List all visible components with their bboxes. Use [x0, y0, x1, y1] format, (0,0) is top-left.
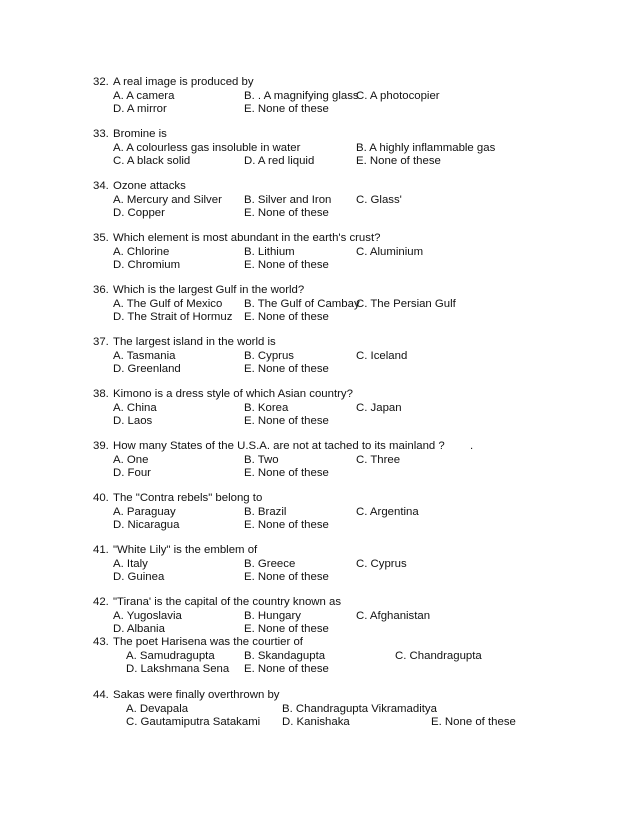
option-a: A. Mercury and Silver: [113, 194, 222, 206]
stray-period: .: [470, 440, 474, 452]
question-number: 37.: [93, 336, 109, 348]
option-d: D. Albania: [113, 623, 165, 635]
option-b: B. Two: [244, 454, 279, 466]
option-b: B. The Gulf of Cambay: [244, 298, 360, 310]
option-a: A. A colourless gas insoluble in water: [113, 142, 301, 154]
option-c: C. Gautamiputra Satakami: [126, 716, 261, 728]
option-e: E. None of these: [244, 415, 329, 427]
option-e: E. None of these: [244, 467, 329, 479]
option-e: E. None of these: [356, 155, 441, 167]
option-b: B. Brazil: [244, 506, 287, 518]
option-a: A. A camera: [113, 90, 175, 102]
question-stem: Which is the largest Gulf in the world?: [113, 284, 305, 296]
question-number: 41.: [93, 544, 109, 556]
option-b: B. Cyprus: [244, 350, 295, 362]
question-stem: How many States of the U.S.A. are not at tached to its mainland ?: [113, 440, 445, 452]
option-c: C. Aluminium: [356, 246, 424, 258]
option-b: B. Silver and Iron: [244, 194, 332, 206]
option-c: C. The Persian Gulf: [356, 298, 456, 310]
question-number: 35.: [93, 232, 109, 244]
question-number: 39.: [93, 440, 109, 452]
option-a: A. Devapala: [126, 703, 189, 715]
option-c: C. A photocopier: [356, 90, 440, 102]
option-c: C. Argentina: [356, 506, 419, 518]
option-b: B. Lithium: [244, 246, 295, 258]
option-d: D. Guinea: [113, 571, 165, 583]
option-d: D. A red liquid: [244, 155, 315, 167]
option-e: E. None of these: [244, 623, 329, 635]
question-number: 44.: [93, 689, 109, 701]
option-c: C. Japan: [356, 402, 402, 414]
option-a: A. Italy: [113, 558, 148, 570]
option-a: A. The Gulf of Mexico: [113, 298, 223, 310]
option-d: D. Chromium: [113, 259, 181, 271]
option-b: B. Korea: [244, 402, 289, 414]
option-d: D. Kanishaka: [282, 716, 350, 728]
question-stem: Ozone attacks: [113, 180, 186, 192]
question-stem: Sakas were finally overthrown by: [113, 689, 280, 701]
option-d: D. Lakshmana Sena: [126, 663, 230, 675]
option-e: E. None of these: [244, 571, 329, 583]
option-c: C. Glass': [356, 194, 402, 206]
option-b: B. A highly inflammable gas: [356, 142, 496, 154]
option-a: A. Yugoslavia: [113, 610, 182, 622]
question-number: 43.: [93, 636, 109, 648]
option-d: D. Four: [113, 467, 151, 479]
question-stem: The largest island in the world is: [113, 336, 276, 348]
option-e: E. None of these: [244, 259, 329, 271]
option-a: A. Paraguay: [113, 506, 176, 518]
option-b: B. Hungary: [244, 610, 301, 622]
option-c: C. Chandragupta: [395, 650, 482, 662]
question-stem: "White Lily" is the emblem of: [113, 544, 258, 556]
question-number: 32.: [93, 76, 109, 88]
question-number: 36.: [93, 284, 109, 296]
question-stem: Bromine is: [113, 128, 167, 140]
option-c: C. Afghanistan: [356, 610, 431, 622]
option-b: B. . A magnifying glass: [244, 90, 359, 102]
option-d: D. A mirror: [113, 103, 167, 115]
question-stem: The "Contra rebels" belong to: [113, 492, 263, 504]
option-e: E. None of these: [244, 207, 329, 219]
question-number: 34.: [93, 180, 109, 192]
option-b: B. Greece: [244, 558, 296, 570]
question-number: 38.: [93, 388, 109, 400]
option-b: B. Chandragupta Vikramaditya: [282, 703, 437, 715]
question-number: 40.: [93, 492, 109, 504]
option-d: D. Copper: [113, 207, 165, 219]
option-e: E. None of these: [431, 716, 516, 728]
option-e: E. None of these: [244, 519, 329, 531]
option-d: D. The Strait of Hormuz: [113, 311, 233, 323]
option-e: E. None of these: [244, 663, 329, 675]
option-b: B. Skandagupta: [244, 650, 326, 662]
option-e: E. None of these: [244, 363, 329, 375]
option-a: A. One: [113, 454, 149, 466]
question-stem: A real image is produced by: [113, 76, 254, 88]
option-c: C. Cyprus: [356, 558, 407, 570]
option-a: A. Samudragupta: [126, 650, 215, 662]
question-number: 42.: [93, 596, 109, 608]
question-stem: "Tirana' is the capital of the country known as: [113, 596, 342, 608]
question-stem: Which element is most abundant in the earth's crust?: [113, 232, 381, 244]
option-c: C. Iceland: [356, 350, 408, 362]
question-stem: Kimono is a dress style of which Asian country?: [113, 388, 353, 400]
option-a: A. Chlorine: [113, 246, 170, 258]
option-d: D. Greenland: [113, 363, 181, 375]
option-d: D. Laos: [113, 415, 153, 427]
option-e: E. None of these: [244, 311, 329, 323]
option-a: A. China: [113, 402, 157, 414]
question-number: 33.: [93, 128, 109, 140]
option-d: D. Nicaragua: [113, 519, 180, 531]
option-c: C. Three: [356, 454, 401, 466]
option-a: A. Tasmania: [113, 350, 176, 362]
option-c: C. A black solid: [113, 155, 191, 167]
question-stem: The poet Harisena was the courtier of: [113, 636, 303, 648]
option-e: E. None of these: [244, 103, 329, 115]
